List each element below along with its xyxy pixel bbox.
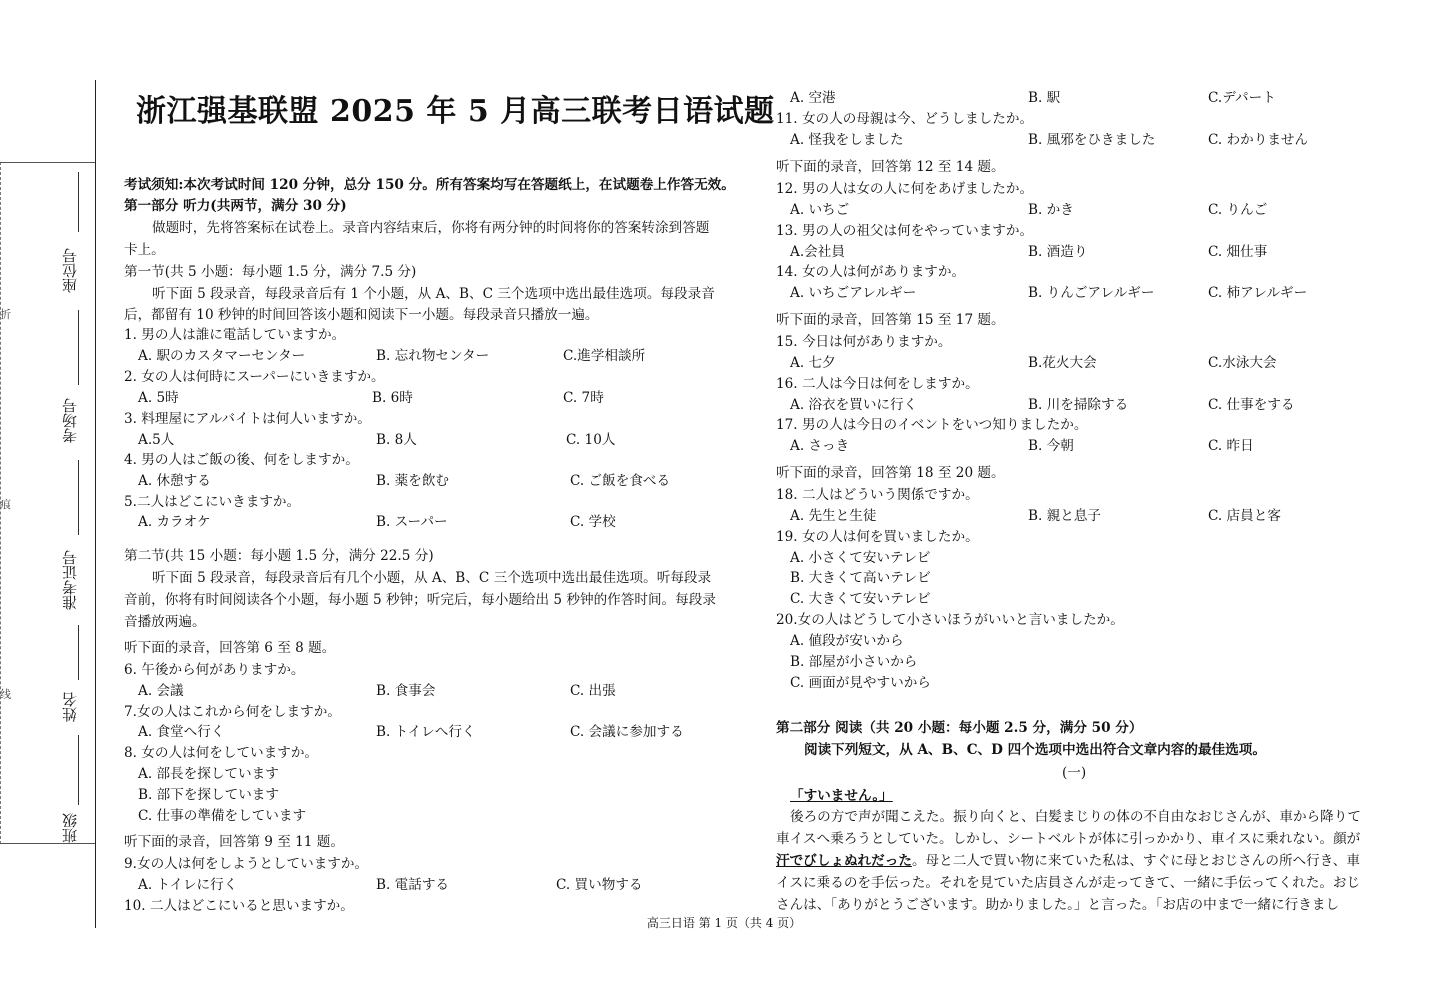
option: A. 5時 [138,390,179,406]
field-line [78,310,79,385]
option: A. 小さくて安いテレビ [790,550,931,566]
option: B. スーパー [376,514,448,530]
margin-rule [95,80,96,928]
field-line [78,735,79,805]
passage-number: (一) [1062,765,1087,781]
page-footer: 高三日语 第 1 页（共 4 页） [646,916,802,930]
option: C. 柿アレルギー [1208,285,1308,301]
option: A.5人 [138,432,175,448]
cut-char: 线 [0,688,11,701]
admission-number-label: 准考证号 [61,550,79,610]
option: A.会社員 [790,244,845,260]
option: C. 仕事の準備をしています [138,808,307,824]
option: C. ご飯を食べる [570,473,671,489]
option: B. 今朝 [1028,438,1074,454]
question-16: 16. 二人は今日は何をしますか。 [776,376,979,392]
option: C.デパート [1208,90,1276,106]
passage-title: 「すいません。」 [790,788,893,804]
question-20: 20.女の人はどうして小さいほうがいいと言いましたか。 [776,612,1124,628]
option: B. 食事会 [376,683,436,699]
option: C. 昨日 [1208,438,1254,454]
question-3: 3. 料理屋にアルバイトは何人いますか。 [124,411,371,427]
passage-line: 車イスへ乗ろうとしていた。しかし、シートベルトが体に引っかかり、車イスに乗れない。顔が [776,831,1361,847]
option: B. 風邪をひきました [1028,132,1156,148]
option: C. 会議に参加する [570,724,684,740]
group-heading: 听下面的录音，回答第 6 至 8 题。 [124,640,336,656]
option: A. 会議 [138,683,184,699]
passage-line [776,851,1360,871]
passage-line: さんは、「ありがとうございます。助かりました。」と言った。「お店の中まで一緒に行きまし [776,897,1340,913]
option: C. 7時 [563,390,604,406]
option: C. 画面が見やすいから [790,675,931,691]
option: A. トイレに行く [138,877,238,893]
instruction: 卡上。 [124,242,165,258]
question-8: 8. 女の人は何をしていますか。 [124,745,319,761]
field-line [78,172,79,232]
option: B. 8人 [376,432,417,448]
option: B. 薬を飲む [376,473,450,489]
passage-line: イスに乗るのを手伝った。それを見ていた店員さんが走ってきて、一緒に手伝ってくれた。おじ [776,875,1361,891]
question-2: 2. 女の人は何時にスーパーにいきますか。 [124,369,385,385]
option: A. 食堂へ行く [138,724,225,740]
option: B. 忘れ物センター [376,348,490,364]
option: A. 部長を探しています [138,766,279,782]
option: C. 店員と客 [1208,508,1281,524]
option: B. りんごアレルギー [1028,285,1155,301]
instruction: 做题时，先将答案标在试卷上。录音内容结束后，你将有两分钟的时间将你的答案转涂到答题 [152,220,710,236]
option: C. 畑仕事 [1208,244,1268,260]
option: A. いちご [790,202,850,218]
option: A. 値段が安いから [790,633,904,649]
option: B. 駅 [1028,90,1061,106]
option: C.水泳大会 [1208,355,1277,371]
option: C. 10人 [566,432,616,448]
option: A. さっき [790,438,850,454]
binding-sidebar [0,0,96,1005]
group-heading: 听下面的录音，回答第 9 至 11 题。 [124,834,344,850]
option: A. 先生と生徒 [790,508,877,524]
question-17: 17. 男の人は今日のイベントをいつ知りましたか。 [776,417,1088,433]
option: A. 駅のカスタマーセンター [138,348,306,364]
group-heading: 听下面的录音，回答第 12 至 14 题。 [776,159,1005,175]
option: C. 仕事をする [1208,397,1295,413]
question-13: 13. 男の人の祖父は何をやっていますか。 [776,223,1034,239]
question-1: 1. 男の人は誰に電話していますか。 [124,327,346,343]
question-7: 7.女の人はこれから何をしますか。 [124,704,341,720]
class-label: 班级 [61,813,79,843]
question-12: 12. 男の人は女の人に何をあげましたか。 [776,181,1034,197]
option: B. 6時 [372,390,413,406]
question-9: 9.女の人は何をしようとしていますか。 [124,856,369,872]
sidebar-top-rule [0,162,96,163]
name-label: 姓名 [61,692,79,723]
option: C.進学相談所 [563,348,646,364]
question-6: 6. 午後から何がありますか。 [124,662,305,678]
part2-instruction: 阅读下列短文，从 A、B、C、D 四个选项中选出符合文章内容的最佳选项。 [804,742,1266,758]
option: A. 休憩する [138,473,211,489]
instruction: 音播放两遍。 [124,614,206,630]
question-15: 15. 今日は何がありますか。 [776,334,952,350]
option: A. カラオケ [138,514,211,530]
field-line [78,460,79,535]
part2-heading: 第二部分 阅读（共 20 小题：每小题 2.5 分，满分 50 分） [776,720,1143,736]
question-4: 4. 男の人はご飯の後、何をしますか。 [124,452,359,468]
question-14: 14. 女の人は何がありますか。 [776,264,966,280]
option: B. 川を掃除する [1028,397,1129,413]
option: B. 大きくて高いテレビ [790,570,931,586]
instruction: 听下面 5 段录音，每段录音后有几个小题，从 A、B、C 三个选项中选出最佳选项。听每段录 [152,570,712,586]
question-5: 5.二人はどこにいきますか。 [124,494,301,510]
part1-heading: 第一部分 听力(共两节，满分 30 分) [124,198,347,214]
section2-heading: 第二节(共 15 小题：每小题 1.5 分，满分 22.5 分) [124,548,434,564]
question-10: 10. 二人はどこにいると思いますか。 [124,898,354,914]
section1-heading: 第一节(共 5 小题：每小题 1.5 分，满分 7.5 分) [124,264,417,280]
underlined-phrase: 汗でびしょぬれだった [776,853,912,869]
instruction: 音前，你将有时间阅读各个小题，每小题 5 秒钟；听完后，每小题给出 5 秒钟的作答时间。每段录 [124,592,716,608]
seat-number-label: 座位号 [61,248,79,294]
option: B. 部屋が小さいから [790,654,918,670]
option: A. 七夕 [790,355,836,371]
option: B. かき [1028,202,1074,218]
page-title: 浙江强基联盟 2025 年 5 月高三联考日语试题 [136,94,775,129]
instruction: 后，都留有 10 秒钟的时间回答该小题和阅读下一小题。每段录音只播放一遍。 [124,307,599,323]
option: C. わかりません [1208,132,1309,148]
option: B. 酒造り [1028,244,1088,260]
option: A. 空港 [790,90,836,106]
exam-room-label: 考场号 [61,398,79,444]
question-19: 19. 女の人は何を買いましたか。 [776,529,979,545]
passage-text: 。母と二人で買い物に来ていた私は、すぐに母とおじさんの所へ行き、車 [911,853,1360,869]
option: A. 怪我をしました [790,132,904,148]
option: B. 電話する [376,877,450,893]
passage-line: 後ろの方で声が聞こえた。振り向くと、白髪まじりの体の不自由なおじさんが、車から降りて [790,809,1361,825]
option: B. トイレへ行く [376,724,476,740]
instruction: 听下面 5 段录音，每段录音后有 1 个小题，从 A、B、C 三个选项中选出最佳选项。每段录音 [152,286,715,302]
option: A. いちごアレルギー [790,285,917,301]
cut-char: 痕 [0,498,11,511]
field-line [78,625,79,680]
option: B. 親と息子 [1028,508,1102,524]
option: A. 浴衣を買いに行く [790,397,918,413]
option: C. 大きくて安いテレビ [790,591,931,607]
option: C. 学校 [570,514,616,530]
cut-char: 折 [0,308,11,321]
option: B. 部下を探しています [138,787,279,803]
option: C. 出張 [570,683,616,699]
option: C. 買い物する [556,877,643,893]
group-heading: 听下面的录音，回答第 18 至 20 题。 [776,465,1005,481]
option: B.花火大会 [1028,355,1097,371]
option: C. りんご [1208,202,1268,218]
question-18: 18. 二人はどういう関係ですか。 [776,487,979,503]
group-heading: 听下面的录音，回答第 15 至 17 题。 [776,312,1005,328]
exam-notice: 考试须知:本次考试时间 120 分钟，总分 150 分。所有答案均写在答题纸上，在试题卷上作答无效。 [124,177,735,193]
question-11: 11. 女の人の母親は今、どうしましたか。 [776,111,1034,127]
